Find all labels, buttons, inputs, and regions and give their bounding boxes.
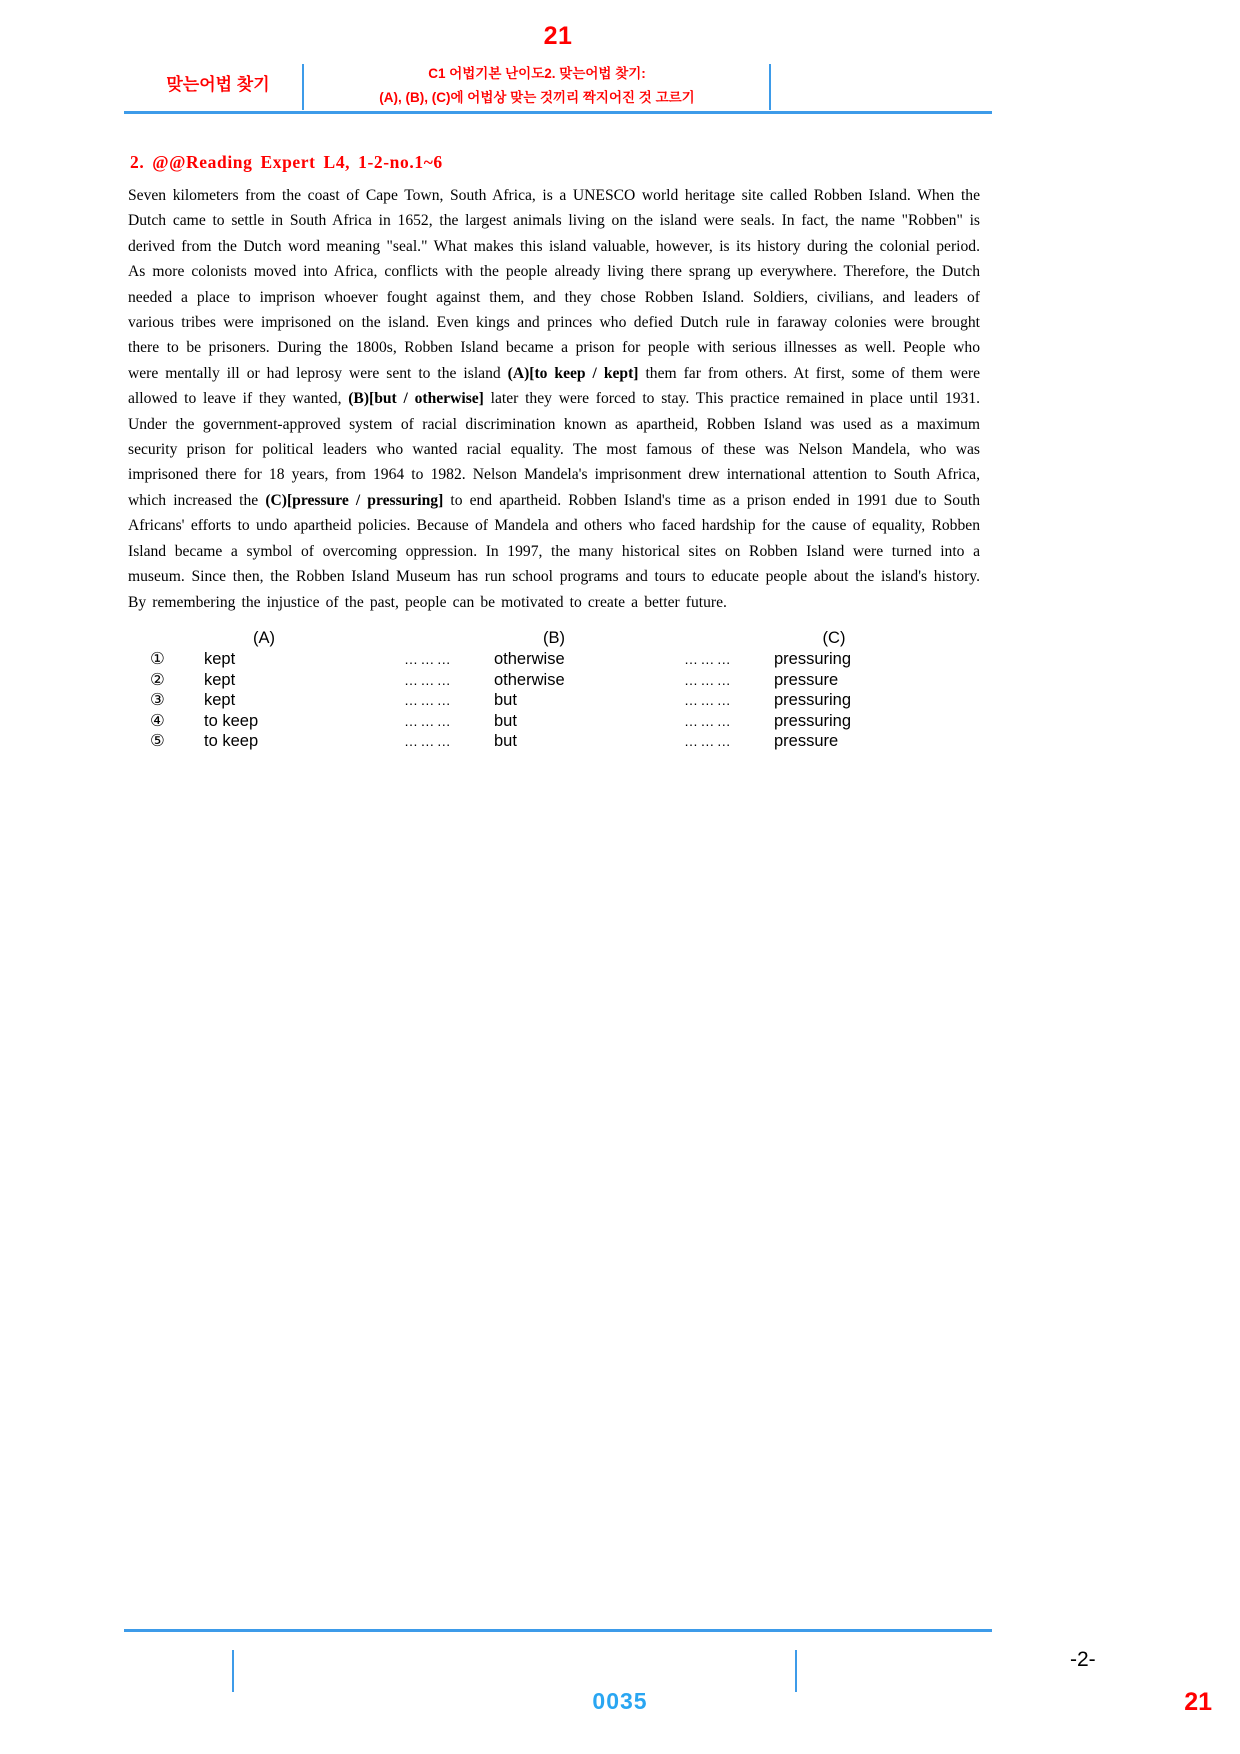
choice-dots-2: ………: [684, 671, 734, 688]
choice-dots-1: ………: [404, 651, 454, 668]
question-title: 2. @@Reading Expert L4, 1-2-no.1~6: [130, 152, 443, 172]
choice-option-c: [774, 732, 974, 751]
choice-number: ①: [150, 650, 165, 669]
choice-option-a-value: to keep: [204, 732, 259, 751]
passage-run: Seven kilometers from the coast of Cape Town, South Africa, is a UNESCO world heritage site called Robben Island. When the Dutch came to settle in South Africa in 1652, the largest animals living on the island were seals. In fact, the name "Robben" is derived from the Dutch word meaning "seal." What makes this island valuable, however, is its history during the colonial period. As more colonists moved into Africa, conflicts with the people already living there sprang up everywhere. Therefore, the Dutch needed a place to imprison whoever fought against them, and they chose Robben Island. Soldiers, civilians, and leaders of various tribes were imprisoned on the island. Even kings and princes who defied Dutch rule in faraway colonies were brought there to be prisoners. During the 1800s, Robben Island became a prison for people with serious illnesses as well. People who were mentally ill or had leprosy were sent to the island: [128, 187, 980, 382]
choice-number: ⑤: [150, 732, 165, 751]
header-rule: [124, 111, 992, 114]
choice-dots-1: ………: [404, 692, 454, 709]
choice-option-b-value: but: [494, 711, 517, 730]
choice-option-b: [494, 671, 684, 690]
choice-row[interactable]: [142, 649, 980, 670]
passage-choice-marker: (B)[but / otherwise]: [348, 390, 484, 408]
header-subtitle-line2: (A), (B), (C)에 어법상 맞는 것끼리 짝지어진 것 고르기: [379, 90, 695, 105]
footer-divider-left: [232, 1650, 234, 1692]
passage-choice-marker: (A)[to keep / kept]: [507, 364, 639, 382]
passage-run: to end apartheid. Robben Island's time as a prison ended in 1991 due to South Africans' efforts to undo apartheid policies. Because of Mandela and others who faced hardship for the cause of equality, Robben Island became a symbol of overcoming oppression. In 1997, the many historical sites on Robben Island were turned into a museum. Since then, the Robben Island Museum has run school programs and tours to educate people about the island's history. By remembering the injustice of the past, people can be motivated to create a better future.: [128, 491, 980, 611]
choice-option-a-value: kept: [204, 670, 236, 689]
choices-header-a: (A): [253, 628, 275, 647]
choices-header-c: (C): [822, 628, 846, 647]
passage-run: later they were forced to stay. This practice remained in place until 1931. Under the government-approved system of racial discrimination known as apartheid, Robben Island was used as a maximum security prison for political leaders who wanted racial equality. The most famous of these was Nelson Mandela, who was imprisoned there for 18 years, from 1964 to 1982. Nelson Mandela's imprisonment drew international attention to South Africa, which increased the: [128, 390, 981, 509]
header-category-label: 맞는어법 찾기: [166, 75, 270, 94]
footer-rule: [124, 1629, 992, 1632]
header-subtitle-line1: C1 어법기본 난이도2. 맞는어법 찾기:: [428, 66, 646, 81]
choices-header-row: [142, 629, 980, 650]
question-block: [128, 152, 980, 752]
choice-option-c-value: pressure: [774, 732, 839, 751]
choice-option-c: [774, 650, 974, 669]
choice-option-a-value: to keep: [204, 711, 259, 730]
choice-option-a: [204, 650, 404, 669]
page-header: [124, 22, 992, 112]
choice-row[interactable]: [142, 670, 980, 691]
choice-number: ②: [150, 670, 165, 689]
choice-option-a-value: kept: [204, 691, 236, 710]
choice-dots-2: ………: [684, 651, 734, 668]
choices-rows: [142, 649, 980, 752]
choice-option-a: [204, 712, 404, 731]
choice-option-a-value: kept: [204, 650, 236, 669]
choice-dots-1: ………: [404, 671, 454, 688]
choice-option-b-value: but: [494, 732, 517, 751]
choice-option-a: [204, 732, 404, 751]
passage-run: them far from others. At first, some of them were allowed to leave if they wanted,: [128, 364, 980, 408]
header-subtitle: [314, 62, 760, 110]
passage-choice-marker: (C)[pressure / pressuring]: [265, 491, 444, 509]
choice-option-a: [204, 671, 404, 690]
choice-option-a: [204, 691, 404, 710]
footer-number: 21: [1184, 1688, 1212, 1716]
choice-option-c: [774, 671, 974, 690]
choice-option-b-value: but: [494, 691, 517, 710]
choice-row[interactable]: [142, 690, 980, 711]
header-divider-left: [302, 64, 304, 110]
choice-option-b: [494, 650, 684, 669]
footer-page-mark: -2-: [1070, 1648, 1096, 1671]
choice-dots-2: ………: [684, 712, 734, 729]
header-question-number: 21: [543, 22, 573, 50]
choice-row[interactable]: [142, 711, 980, 732]
choice-option-c-value: pressure: [774, 670, 839, 689]
choice-option-c-value: pressuring: [774, 650, 852, 669]
choice-option-b: [494, 712, 684, 731]
choice-dots-2: ………: [684, 733, 734, 750]
choice-number: ④: [150, 711, 165, 730]
choice-dots-1: ………: [404, 733, 454, 750]
choice-option-c-value: pressuring: [774, 711, 852, 730]
footer-code: 0035: [592, 1688, 648, 1714]
choice-option-b-value: otherwise: [494, 650, 565, 669]
header-divider-right: [769, 64, 771, 110]
choice-option-b: [494, 691, 684, 710]
choice-row[interactable]: [142, 731, 980, 752]
choice-dots-2: ………: [684, 692, 734, 709]
passage-text: [128, 183, 980, 615]
choice-dots-1: ………: [404, 712, 454, 729]
choice-option-c: [774, 712, 974, 731]
answer-choices: [142, 629, 980, 752]
choice-option-b: [494, 732, 684, 751]
choice-option-b-value: otherwise: [494, 670, 565, 689]
choices-header-b: (B): [543, 628, 565, 647]
choice-option-c-value: pressuring: [774, 691, 852, 710]
choice-option-c: [774, 691, 974, 710]
footer-divider-right: [795, 1650, 797, 1692]
choice-number: ③: [150, 691, 165, 710]
